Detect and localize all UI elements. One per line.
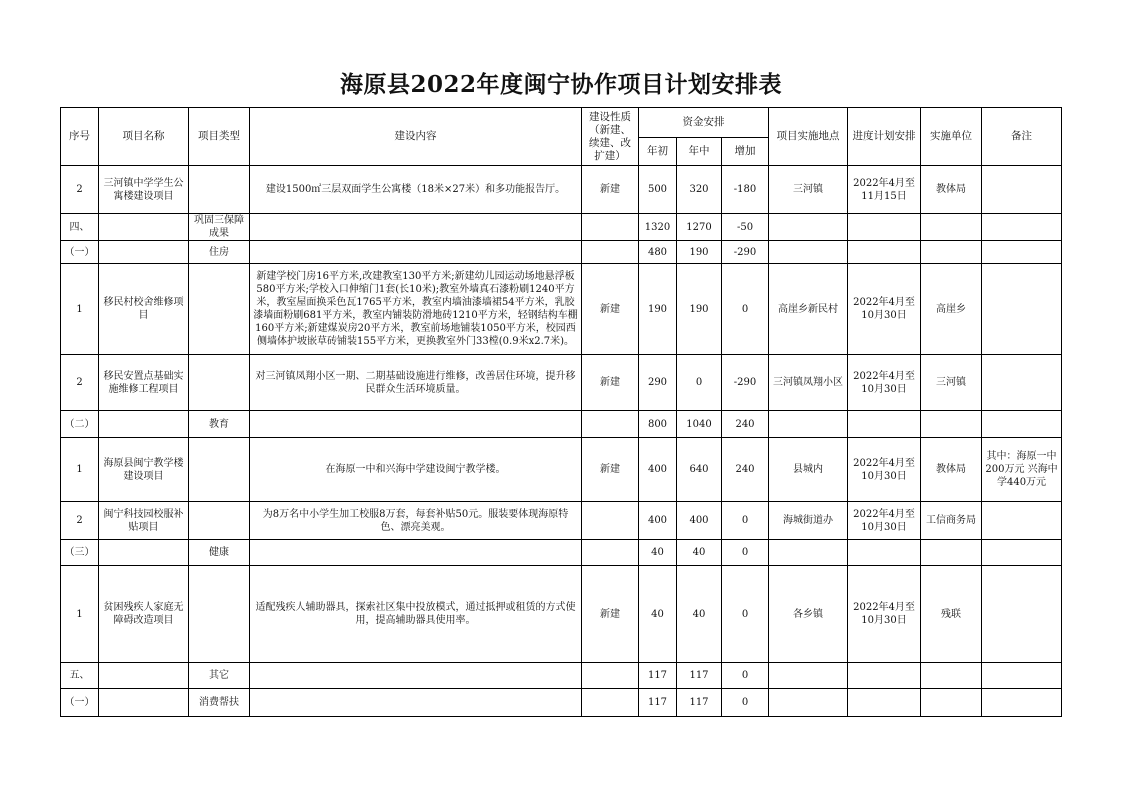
header-remark: 备注 (982, 108, 1062, 166)
cell-type (189, 502, 250, 540)
cell-increase: 0 (722, 540, 769, 566)
cell-initial: 480 (639, 241, 677, 264)
cell-remark (982, 540, 1062, 566)
cell-content (250, 241, 582, 264)
header-increase: 增加 (722, 138, 769, 166)
cell-nature: 新建 (582, 355, 639, 411)
cell-location (769, 663, 848, 689)
cell-type: 消费帮扶 (189, 689, 250, 717)
cell-seq: 2 (61, 166, 99, 214)
cell-content (250, 540, 582, 566)
cell-initial: 400 (639, 438, 677, 502)
cell-initial: 40 (639, 540, 677, 566)
cell-type: 教育 (189, 411, 250, 438)
table-row (61, 438, 1062, 502)
cell-seq: 五、 (61, 663, 99, 689)
cell-initial: 800 (639, 411, 677, 438)
cell-mid: 117 (677, 689, 722, 717)
header-unit: 实施单位 (921, 108, 982, 166)
cell-unit (921, 689, 982, 717)
cell-increase: 0 (722, 502, 769, 540)
cell-mid: 1270 (677, 214, 722, 241)
cell-type (189, 264, 250, 355)
cell-seq: （一） (61, 689, 99, 717)
cell-increase: -180 (722, 166, 769, 214)
cell-location: 县城内 (769, 438, 848, 502)
cell-mid: 0 (677, 355, 722, 411)
cell-location: 三河镇凤翔小区 (769, 355, 848, 411)
cell-schedule (848, 241, 921, 264)
cell-name: 闽宁科技园校服补贴项目 (99, 502, 189, 540)
cell-increase: -290 (722, 241, 769, 264)
cell-mid: 40 (677, 566, 722, 663)
cell-remark (982, 241, 1062, 264)
page-title: 海原县2022年度闽宁协作项目计划安排表 (339, 71, 782, 98)
cell-initial: 117 (639, 689, 677, 717)
cell-location: 各乡镇 (769, 566, 848, 663)
table-row (61, 663, 1062, 689)
header-schedule: 进度计划安排 (848, 108, 921, 166)
cell-remark (982, 166, 1062, 214)
cell-nature (582, 241, 639, 264)
header-seq: 序号 (61, 108, 99, 166)
cell-name: 移民村校舍维修项目 (99, 264, 189, 355)
cell-initial: 290 (639, 355, 677, 411)
cell-unit: 高崖乡 (921, 264, 982, 355)
cell-mid: 640 (677, 438, 722, 502)
cell-name (99, 411, 189, 438)
cell-increase: 0 (722, 566, 769, 663)
cell-schedule: 2022年4月至11月15日 (848, 166, 921, 214)
cell-type: 住房 (189, 241, 250, 264)
cell-schedule: 2022年4月至10月30日 (848, 438, 921, 502)
cell-unit: 教体局 (921, 166, 982, 214)
cell-type: 巩固三保障成果 (189, 214, 250, 241)
header-mid: 年中 (677, 138, 722, 166)
header-location: 项目实施地点 (769, 108, 848, 166)
table-row (61, 689, 1062, 717)
cell-schedule: 2022年4月至10月30日 (848, 355, 921, 411)
cell-nature: 新建 (582, 166, 639, 214)
cell-seq: （三） (61, 540, 99, 566)
table-row (61, 264, 1062, 355)
cell-schedule (848, 689, 921, 717)
cell-remark: 其中：海原一中200万元 兴海中学440万元 (982, 438, 1062, 502)
cell-remark (982, 502, 1062, 540)
cell-location (769, 689, 848, 717)
cell-type: 健康 (189, 540, 250, 566)
cell-nature (582, 214, 639, 241)
cell-type (189, 566, 250, 663)
cell-nature (582, 689, 639, 717)
cell-mid: 190 (677, 241, 722, 264)
cell-increase: 0 (722, 663, 769, 689)
cell-remark (982, 411, 1062, 438)
cell-schedule (848, 663, 921, 689)
cell-name: 三河镇中学学生公寓楼建设项目 (99, 166, 189, 214)
cell-initial: 40 (639, 566, 677, 663)
cell-content: 对三河镇凤翔小区一期、二期基础设施进行维修，改善居住环境，提升移民群众生活环境质量。 (250, 355, 582, 411)
cell-location: 三河镇 (769, 166, 848, 214)
cell-seq: 四、 (61, 214, 99, 241)
cell-unit (921, 241, 982, 264)
header-content: 建设内容 (250, 108, 582, 166)
cell-initial: 1320 (639, 214, 677, 241)
cell-location: 高崖乡新民村 (769, 264, 848, 355)
cell-seq: 1 (61, 264, 99, 355)
cell-increase: 240 (722, 411, 769, 438)
cell-content: 在海原一中和兴海中学建设闽宁教学楼。 (250, 438, 582, 502)
cell-nature (582, 663, 639, 689)
cell-schedule: 2022年4月至10月30日 (848, 502, 921, 540)
cell-schedule (848, 214, 921, 241)
cell-initial: 190 (639, 264, 677, 355)
cell-type (189, 355, 250, 411)
cell-nature (582, 411, 639, 438)
cell-increase: -290 (722, 355, 769, 411)
cell-increase: -50 (722, 214, 769, 241)
cell-mid: 117 (677, 663, 722, 689)
cell-unit (921, 663, 982, 689)
cell-content (250, 411, 582, 438)
cell-seq: （二） (61, 411, 99, 438)
cell-content: 建设1500㎡三层双面学生公寓楼（18米×27米）和多功能报告厅。 (250, 166, 582, 214)
cell-remark (982, 663, 1062, 689)
table-row (61, 355, 1062, 411)
cell-seq: （一） (61, 241, 99, 264)
cell-seq: 1 (61, 566, 99, 663)
cell-name (99, 214, 189, 241)
cell-increase: 0 (722, 264, 769, 355)
cell-schedule: 2022年4月至10月30日 (848, 264, 921, 355)
cell-type (189, 438, 250, 502)
cell-seq: 2 (61, 355, 99, 411)
table-row (61, 214, 1062, 241)
cell-location (769, 241, 848, 264)
cell-nature: 新建 (582, 566, 639, 663)
cell-unit: 教体局 (921, 438, 982, 502)
cell-unit: 残联 (921, 566, 982, 663)
cell-mid: 190 (677, 264, 722, 355)
cell-location (769, 540, 848, 566)
cell-name (99, 663, 189, 689)
header-type: 项目类型 (189, 108, 250, 166)
table-row (61, 502, 1062, 540)
cell-remark (982, 689, 1062, 717)
cell-increase: 240 (722, 438, 769, 502)
table-row (61, 411, 1062, 438)
cell-location (769, 411, 848, 438)
header-nature: 建设性质（新建、续建、改扩建） (582, 108, 639, 166)
cell-type (189, 166, 250, 214)
cell-content (250, 214, 582, 241)
cell-schedule: 2022年4月至10月30日 (848, 566, 921, 663)
cell-unit: 工信商务局 (921, 502, 982, 540)
cell-mid: 400 (677, 502, 722, 540)
cell-unit (921, 214, 982, 241)
cell-remark (982, 355, 1062, 411)
cell-initial: 400 (639, 502, 677, 540)
cell-name: 海原县闽宁教学楼建设项目 (99, 438, 189, 502)
cell-remark (982, 264, 1062, 355)
cell-mid: 320 (677, 166, 722, 214)
cell-name: 贫困残疾人家庭无障碍改造项目 (99, 566, 189, 663)
cell-location: 海城街道办 (769, 502, 848, 540)
cell-initial: 117 (639, 663, 677, 689)
cell-name (99, 540, 189, 566)
cell-mid: 1040 (677, 411, 722, 438)
cell-name (99, 689, 189, 717)
cell-location (769, 214, 848, 241)
cell-schedule (848, 540, 921, 566)
cell-content: 适配残疾人辅助器具，探索社区集中投放模式，通过抵押或租赁的方式使用，提高辅助器具使用率。 (250, 566, 582, 663)
table-row (61, 540, 1062, 566)
cell-nature (582, 540, 639, 566)
cell-name: 移民安置点基础实施维修工程项目 (99, 355, 189, 411)
cell-seq: 2 (61, 502, 99, 540)
cell-unit (921, 540, 982, 566)
cell-name (99, 241, 189, 264)
cell-initial: 500 (639, 166, 677, 214)
cell-remark (982, 566, 1062, 663)
cell-type: 其它 (189, 663, 250, 689)
cell-content: 新建学校门房16平方米,改建教室130平方米;新建幼儿园运动场地悬浮板580平方米;学校入口伸缩门1套(长10米);教室外墙真石漆粉刷1240平方米，教室屋面换采色瓦1765平方米，教室内墙油漆墙裙54平方米，乳胶漆墙面粉刷681平方米，教室内铺装防滑地砖1210平方米，轻钢结构车棚160平方米;新建煤炭房20平方米，教室前场地铺装1050平方米，校园西侧墙体护坡嵌草砖铺装155平方米，更换教室外门33樘(0.9米x2.7米)。 (250, 264, 582, 355)
cell-nature (582, 502, 639, 540)
table-row (61, 166, 1062, 214)
cell-seq: 1 (61, 438, 99, 502)
cell-mid: 40 (677, 540, 722, 566)
cell-nature: 新建 (582, 264, 639, 355)
cell-content (250, 689, 582, 717)
header-name: 项目名称 (99, 108, 189, 166)
table-row (61, 241, 1062, 264)
cell-content: 为8万名中小学生加工校服8万套，每套补贴50元。服装要体现海原特色、漂亮美观。 (250, 502, 582, 540)
cell-remark (982, 214, 1062, 241)
header-funds: 资金安排 (639, 108, 769, 138)
cell-content (250, 663, 582, 689)
cell-schedule (848, 411, 921, 438)
plan-table (60, 107, 1062, 717)
cell-nature: 新建 (582, 438, 639, 502)
cell-increase: 0 (722, 689, 769, 717)
cell-unit (921, 411, 982, 438)
table-row (61, 566, 1062, 663)
cell-unit: 三河镇 (921, 355, 982, 411)
header-initial: 年初 (639, 138, 677, 166)
